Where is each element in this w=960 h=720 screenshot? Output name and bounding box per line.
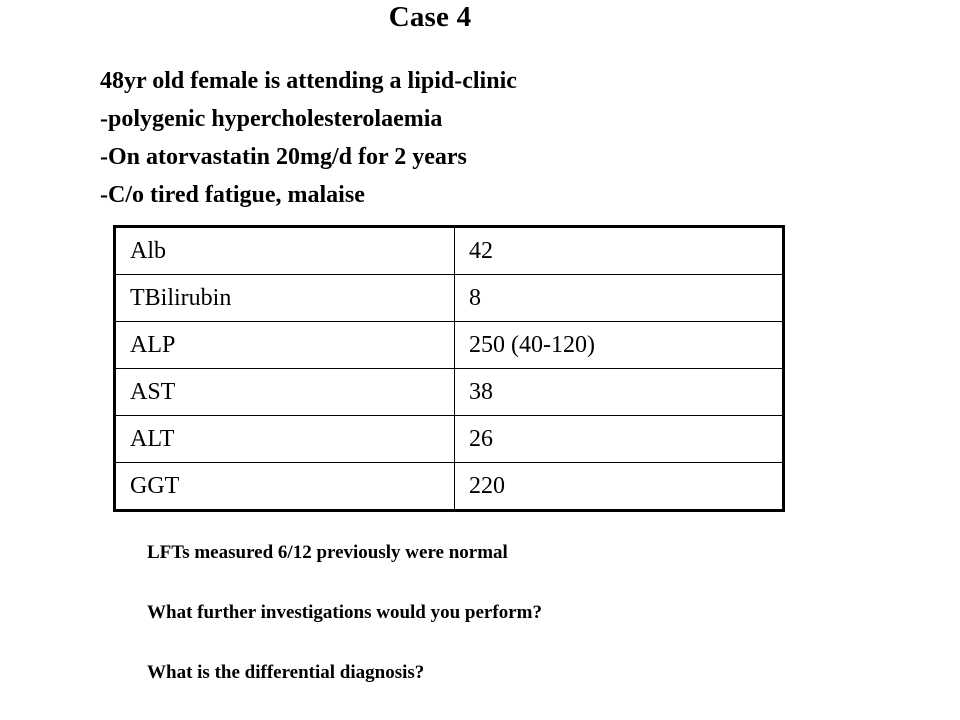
test-value-cell: 250 (40-120) [455,322,784,369]
table-row [115,322,784,369]
test-value-cell: 8 [455,275,784,322]
table-row [115,227,784,275]
test-name-cell: TBilirubin [115,275,455,322]
intro-line-diagnosis: -polygenic hypercholesterolaemia [100,106,443,132]
test-name-cell: AST [115,369,455,416]
intro-line-complaint: -C/o tired fatigue, malaise [100,182,365,208]
case-questions [147,541,542,684]
question-investigations: What further investigations would you perform? [147,602,542,623]
test-value-cell: 38 [455,369,784,416]
intro-line-patient: 48yr old female is attending a lipid-clinic [100,68,517,94]
test-name-cell: ALT [115,416,455,463]
table-row [115,369,784,416]
test-name-cell: ALP [115,322,455,369]
test-value-cell: 42 [455,227,784,275]
slide-title: Case 4 [388,1,472,33]
test-name-cell: Alb [115,227,455,275]
intro-line-medication: -On atorvastatin 20mg/d for 2 years [100,144,467,170]
table-row [115,416,784,463]
table-row [115,463,784,511]
question-differential: What is the differential diagnosis? [147,662,425,683]
note-previous-lfts: LFTs measured 6/12 previously were normal [147,542,508,563]
test-name-cell: GGT [115,463,455,511]
test-value-cell: 220 [455,463,784,511]
case-history [100,62,517,214]
test-value-cell: 26 [455,416,784,463]
lft-results-table [113,225,785,512]
table-row [115,275,784,322]
